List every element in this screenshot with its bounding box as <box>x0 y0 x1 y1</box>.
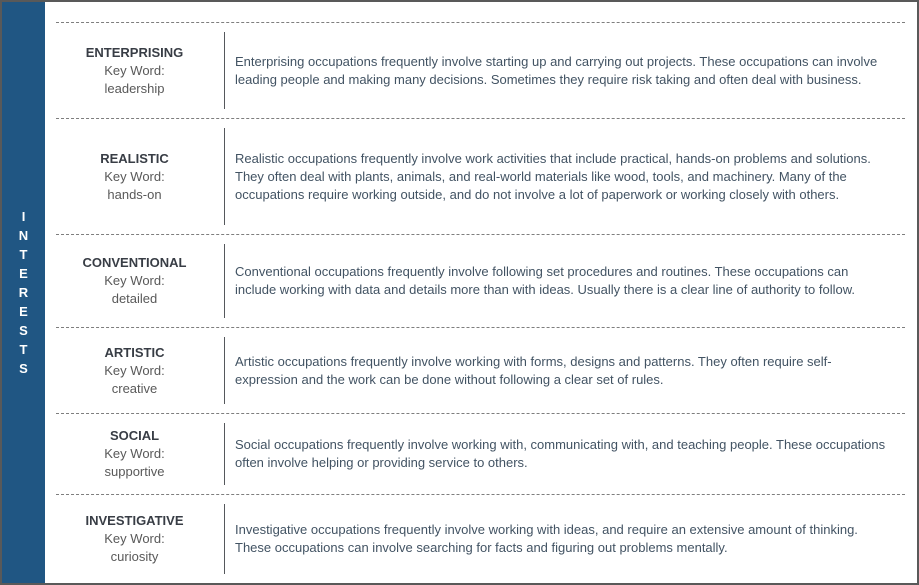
category-description-cell <box>224 504 917 574</box>
category-name: CONVENTIONAL <box>82 255 187 270</box>
category-name: SOCIAL <box>109 428 160 443</box>
category-description-cell <box>224 128 917 225</box>
category-label <box>45 23 224 118</box>
key-word-value: detailed <box>111 291 158 306</box>
sidebar-letter: N <box>18 228 29 243</box>
category-description-cell <box>224 244 917 318</box>
category-description: Artistic occupations frequently involve working with forms, designs and patterns. They often require self-expression and the work can be done without following a clear set of rules. <box>235 353 832 387</box>
category-label <box>45 119 224 234</box>
category-description: Investigative occupations frequently involve working with ideas, and require an extensive amount of thinking. These occupations can involve searching for facts and figuring out problems mentally. <box>235 522 858 555</box>
key-word-label: Key Word: <box>104 168 165 184</box>
category-name: ARTISTIC <box>104 344 165 360</box>
category-description-cell <box>224 423 917 485</box>
interests-sidebar <box>2 2 45 583</box>
key-word-value: creative <box>111 380 158 396</box>
sidebar-letter: E <box>19 266 28 281</box>
sidebar-letter: S <box>19 361 28 376</box>
interest-row-artistic <box>45 328 917 413</box>
key-word-label: Key Word: <box>104 362 165 378</box>
category-name: INVESTIGATIVE <box>85 513 184 528</box>
interest-row-conventional <box>45 235 917 327</box>
category-description-cell <box>224 32 917 109</box>
sidebar-letter: E <box>19 304 28 319</box>
key-word-label: Key Word: <box>104 531 165 546</box>
category-label <box>45 328 224 413</box>
interests-table <box>45 2 917 583</box>
category-description: Realistic occupations frequently involve work activities that include practical, hands-on problems and solutions. They often deal with plants, animals, and real-world materials like wood, tools, and machinery. Many of the occupations require working outside, and do not involve a lot of paperwork or working closely with others. <box>235 150 871 202</box>
category-description: Enterprising occupations frequently involve starting up and carrying out projects. These occupations can involve leading people and making many decisions. Sometimes they require risk taking and often deal with business. <box>235 53 878 87</box>
sidebar-letter: T <box>19 342 28 357</box>
interest-row-realistic <box>45 119 917 234</box>
key-word-value: supportive <box>104 464 165 479</box>
sidebar-letter: T <box>19 247 28 262</box>
interest-row-investigative <box>45 495 917 583</box>
category-name: REALISTIC <box>100 150 169 166</box>
key-word-label: Key Word: <box>104 273 165 288</box>
sidebar-letter: I <box>21 209 26 224</box>
category-description: Social occupations frequently involve working with, communicating with, and teaching people. These occupations often involve helping or providing service to others. <box>235 437 886 470</box>
key-word-value: curiosity <box>110 549 159 564</box>
key-word-label: Key Word: <box>104 62 165 78</box>
top-spacer <box>45 2 917 22</box>
interest-row-social <box>45 414 917 494</box>
key-word-label: Key Word: <box>104 446 165 461</box>
category-name: ENTERPRISING <box>85 44 184 60</box>
category-label <box>45 495 224 583</box>
category-description: Conventional occupations frequently involve following set procedures and routines. These occupations can include working with data and details more than with ideas. Usually there is a clear line of authority to follow. <box>235 264 855 297</box>
key-word-value: hands-on <box>107 186 162 202</box>
category-label <box>45 414 224 494</box>
sidebar-letter: S <box>19 323 28 338</box>
interest-row-enterprising <box>45 23 917 118</box>
category-label <box>45 235 224 327</box>
category-description-cell <box>224 337 917 404</box>
key-word-value: leadership <box>104 80 165 96</box>
sidebar-letter: R <box>18 285 29 300</box>
